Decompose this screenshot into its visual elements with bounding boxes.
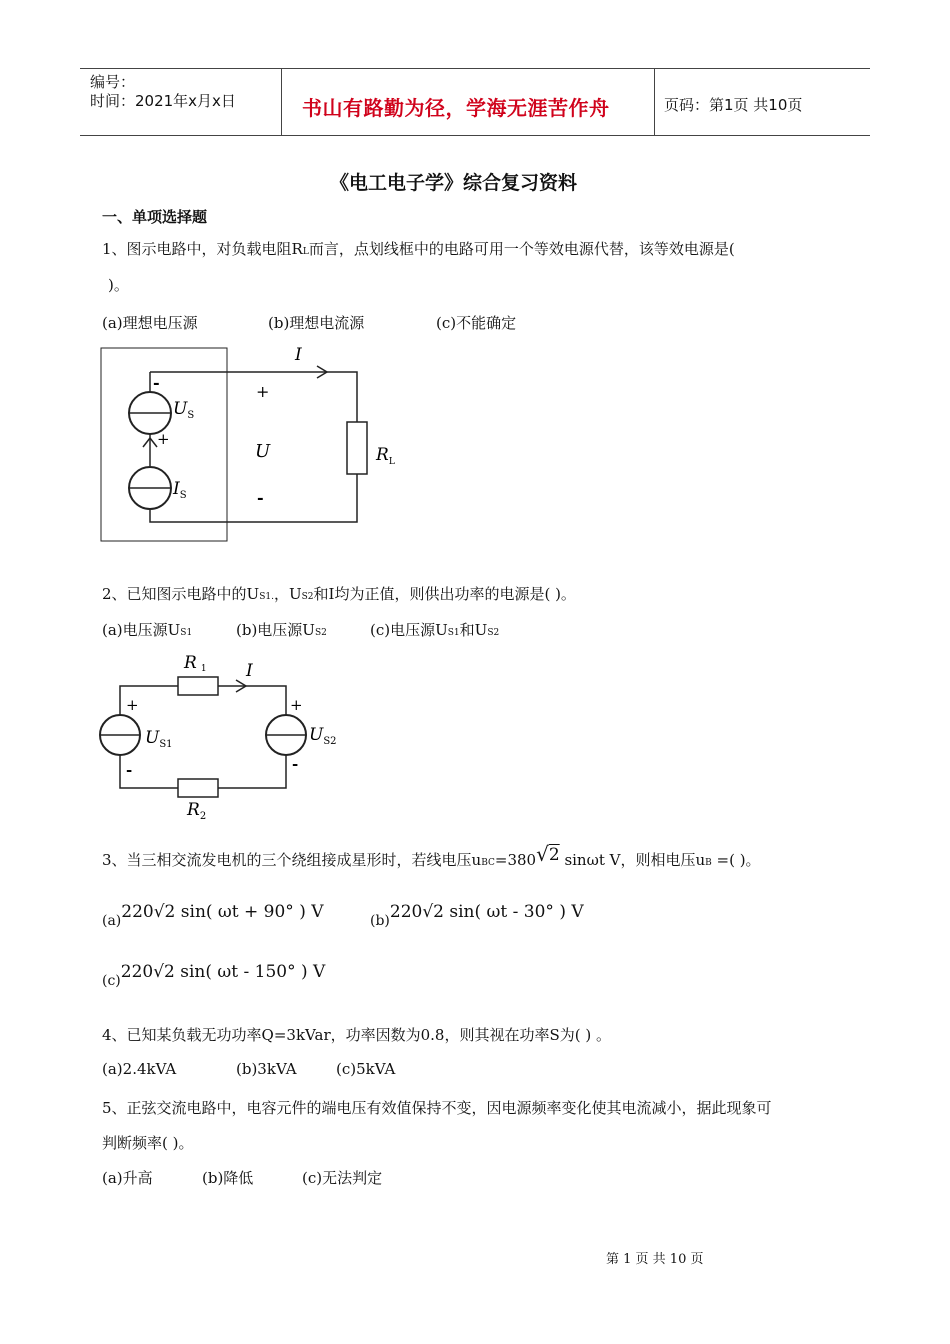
q1-option-a: (a)理想电压源 [102,314,198,332]
q1-text-part1: 1、图示电路中，对负载电阻R [102,240,303,258]
q2-text-sub1: S1. [259,592,274,602]
q5-text-line1: 5、正弦交流电路中，电容元件的端电压有效值保持不变，因电源频率变化使其电流减小，据此现象可 [102,1099,772,1117]
q5-option-a: (a)升高 [102,1169,153,1187]
q1-text-part2: 而言，点划线框中的电路可用一个等效电源代替，该等效电源是( [308,240,735,258]
q1-text-line2: )。 [108,276,129,294]
q1-label-is: $I_S$ [173,479,187,501]
q1-label-us: $U_S$ [173,399,195,421]
q2-bottom-right-wire [218,755,286,788]
document-title: 《电工电子学》综合复习资料 [330,172,578,194]
q1-text-line1 [102,238,735,259]
q2-text [102,583,576,604]
q2-label-us2-plus: + [290,696,303,714]
q3-text-part4: =( )。 [711,851,761,869]
q1-circuit-diagram [95,340,415,550]
header-page-label: 页码：第1页 共10页 [664,96,803,114]
q3-text-sub1: BC [481,858,495,868]
q1-label-u-minus: - [257,488,264,507]
q3-option-a: (a)220√2 sin( ωt + 90° ) V [102,902,324,929]
q2-label-us1: $U_{S1}$ [145,728,173,750]
q2-label-us1-minus: - [126,761,133,779]
page-footer: 第 1 页 共 10 页 [606,1252,704,1267]
q2-text-part2: ，U [273,585,302,603]
section-heading: 一、单项选择题 [102,208,208,226]
q2-label-r1: R 1 [184,653,207,674]
q5-text-line2: 判断频率( )。 [102,1134,194,1152]
q2-label-us2-minus: - [292,755,299,773]
q5-option-b: (b)降低 [202,1169,254,1187]
q2-text-sub2: S2 [301,592,314,602]
q1-label-us-minus: - [153,373,160,392]
q2-resistor-r2 [178,779,218,797]
q2-text-part3: 和I均为正值，则供出功率的电源是( )。 [313,585,576,603]
q1-text-sub: L [302,247,309,257]
q4-option-c: (c)5kVA [336,1060,396,1078]
q1-option-c: (c)不能确定 [436,314,517,332]
q1-label-us-plus: + [157,430,170,448]
q1-label-u-plus: + [256,382,270,401]
header-bottom-border [80,135,870,136]
header-divider-2 [654,68,655,136]
q3-option-c: (c)220√2 sin( ωt - 150° ) V [102,962,326,989]
q2-label-current: I [246,661,253,681]
q2-resistor-r1 [178,677,218,695]
q1-label-u: U [255,441,271,462]
header-code-label: 编号： [90,73,136,91]
q3-text-part2: =380 [494,851,537,869]
header-divider-1 [281,68,282,136]
q2-option-c: (c)电压源US1和US2 [370,621,500,639]
q4-option-a: (a)2.4kVA [102,1060,177,1078]
q4-text: 4、已知某负载无功功率Q=3kVar，功率因数为0.8，则其视在功率S为( ) 。 [102,1026,611,1044]
q3-text [102,842,761,870]
q1-label-rl: $R_L$ [376,445,395,467]
q1-load-resistor [347,422,367,474]
q1-option-b: (b)理想电流源 [268,314,365,332]
q2-top-right-wire [218,686,286,715]
q2-label-us2: $U_{S2}$ [309,725,337,747]
q2-text-part1: 2、已知图示电路中的U [102,585,260,603]
q4-option-b: (b)3kVA [236,1060,297,1078]
q2-label-us1-plus: + [126,696,139,714]
q3-option-b: (b)220√2 sin( ωt - 30° ) V [370,902,584,929]
q3-text-part1: 3、当三相交流发电机的三个绕组接成星形时，若线电压u [102,851,482,869]
q5-option-c: (c)无法判定 [302,1169,383,1187]
q3-sqrt-sign: √ [536,842,549,866]
q2-option-b: (b)电压源US2 [236,621,327,639]
q1-label-current: I [295,345,302,365]
q2-option-a: (a)电压源US1 [102,621,193,639]
q3-text-sub2: B [705,858,712,868]
q2-label-r2: $R_2$ [187,800,207,822]
q2-circuit-diagram [90,645,360,825]
header-motto: 书山有路勤为径，学海无涯苦作舟 [302,96,610,120]
q3-sqrt-value: 2 [548,845,560,865]
header-top-border [80,68,870,69]
q3-text-part3: sinωt V，则相电压u [559,851,706,869]
header-time-label: 时间：2021年x月x日 [90,92,236,110]
